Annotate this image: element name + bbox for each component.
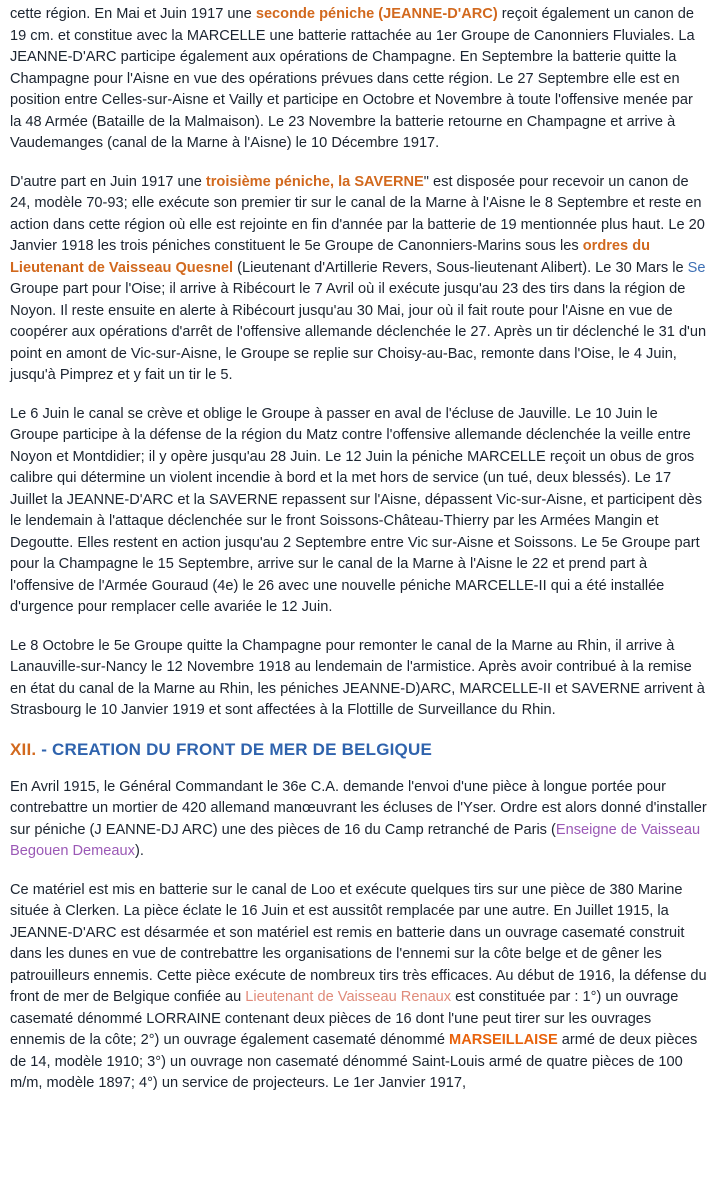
- highlight-groupe-ordinal: Se: [687, 259, 706, 276]
- highlight-quesnel: ordres du Lieutenant de Vaisseau Quesnel: [10, 238, 651, 276]
- text-run: En Avril 1915, le Général Commandant le 36e C.A. demande l'envoi d'une pièce à longue portée pour contrebattre un mortier de 420 allemand manœuvrant les écluses de l'Yser. Ordre est alors donné d'installer sur péniche (J EANNE-DJ ARC) une des pièces de 16 du Camp retranché de Paris (: [10, 778, 707, 838]
- text-run: armé de deux pièces de 14, modèle 1910; 3°) un ouvrage non casematé dénommé Saint-Louis armé de quatre pièces de 100 m/m, modèle 1897; 4°) un service de projecteurs. Le 1er Janvier 1917,: [10, 1032, 698, 1091]
- paragraph-yser: [10, 777, 708, 863]
- section-title-text: CREATION DU FRONT DE MER DE BELGIQUE: [52, 739, 432, 759]
- section-heading: [10, 739, 708, 761]
- text-run: cette région. En Mai et Juin 1917 une: [10, 6, 256, 22]
- text-run: ).: [134, 843, 144, 859]
- text-run: reçoit également un canon de 19 cm. et constitue avec la MARCELLE une batterie rattachée au 1er Groupe de Canonniers Fluviales. La JEANNE-D'ARC participe également aux opérations de Champagne. En Septembre la batterie quitte la Champagne pour l'Aisne en vue des opérations prévues dans cette région. Le 27 Septembre elle est en position entre Celles-sur-Aisne et Vailly et participe en Octobre et Novembre à toute l'offensive menée par la 48 Armée (Bataille de la Malmaison). Le 23 Novembre la batterie retourne en Champagne et arrive à Vaudemanges (canal de la Marne à l'Aisne) le 10 Décembre 1917.: [10, 6, 695, 151]
- paragraph-loo: [10, 880, 708, 1095]
- highlight-saverne: troisième péniche, la SAVERNE: [205, 173, 424, 190]
- text-run: Groupe part pour l'Oise; il arrive à Ribécourt le 7 Avril où il exécute jusqu'au 23 des tirs dans la région de Noyon. Il reste ensuite en alerte à Ribécourt jusqu'au 30 Mai, jour où il fait route pour l'Aisne en vue de coopérer aux opérations d'arrêt de l'offensive allemande déclenchée le 27. Après un tir déclenché le 31 d'un point en amont de Vic-sur-Aisne, le Groupe se replie sur Choisy-au-Bac, remonte dans l'Oise, le 4 Juin, jusqu'à Pimprez et y fait un tir le 5.: [10, 281, 707, 383]
- text-run: Le 8 Octobre le 5e Groupe quitte la Champagne pour remonter le canal de la Marne au Rhin, il arrive à Lanauville-sur-Nancy le 12 Novembre 1918 au lendemain de l'armistice. Après avoir contribué à la remise en état du canal de la Marne au Rhin, les péniches JEANNE-D)ARC, MARCELLE-II et SAVERNE arrivent à Strasbourg le 10 Janvier 1919 et sont affectées à la Flottille de Surveillance du Rhin.: [10, 637, 705, 718]
- text-run: est constituée par : 1°) un ouvrage casematé dénommé LORRAINE contenant deux pièces de 16 dont l'une peut tirer sur les ouvrages ennemis de la côte; 2°) un ouvrage également casematé dénommé: [10, 989, 679, 1048]
- text-run: " est disposée pour recevoir un canon de 24, modèle 70-93; elle exécute son premier tir sur le canal de la Marne à l'Aisne le 8 Septembre et reste en action dans cette région où elle est rejointe en fin d'année par la batterie de 19 mentionnée plus haut. Le 20 Janvier 1918 les trois péniches constituent le 5e Groupe de Canonniers-Marins sous les: [10, 173, 705, 254]
- section-number: XII.: [10, 739, 37, 759]
- text-run: Ce matériel est mis en batterie sur le canal de Loo et exécute quelques tirs sur une pièce de 380 Marine située à Clerken. La pièce éclate le 16 Juin et est aussitôt remplacée par une autre. En Juillet 1915, la JEANNE-D'ARC est désarmée et son matériel est remis en batterie dans un ouvrage casematé construit dans les dunes en vue de contrebattre les organisations de l'ennemi sur la côte belge et de gêner les patrouilleurs ennemis. Cette pièce exécute de nombreux tirs très efficaces. Au début de 1916, la défense du front de mer de Belgique confiée au: [10, 881, 707, 1005]
- section-separator: -: [36, 739, 53, 759]
- highlight-jeanne-darc: seconde péniche (JEANNE-D'ARC): [255, 6, 498, 22]
- paragraph-matz: [10, 404, 708, 619]
- paragraph-saverne: [10, 172, 708, 387]
- highlight-begouen-demeaux: Enseigne de Vaisseau Begouen Demeaux: [10, 821, 701, 859]
- highlight-renaux: Lieutenant de Vaisseau Renaux: [245, 989, 452, 1005]
- text-run: (Lieutenant d'Artillerie Revers, Sous-lieutenant Alibert). Le 30 Mars le: [233, 259, 688, 276]
- text-run: D'autre part en Juin 1917 une: [10, 173, 206, 190]
- text-run: Le 6 Juin le canal se crève et oblige le Groupe à passer en aval de l'écluse de Jauville. Le 10 Juin le Groupe participe à la défense de la région du Matz contre l'offensive allemande déclenchée la veille entre Noyon et Montdidier; il y opère jusqu'au 28 Juin. Le 12 Juin la péniche MARCELLE reçoit un obus de gros calibre qui détermine un violent incendie à bord et la met hors de service (un tué, deux blessés). Le 17 Juillet la JEANNE-D'ARC et la SAVERNE repassent sur l'Aisne, dépassent Vic-sur-Aisne, et participent dès le lendemain à l'attaque déclenchée sur le front Soissons-Château-Thierry par les Armées Mangin et Degoutte. Elles restent en action jusqu'au 2 Septembre entre Vic sur-Aisne et Soissons. Le 5e Groupe part pour la Champagne le 15 Septembre, arrive sur le canal de la Marne à l'Aisne le 22 et prend part à l'offensive de l'Armée Gouraud (4e) le 26 avec une nouvelle péniche MARCELLE-II qui a été installée d'urgence pour remplacer celle avariée le 12 Juin.: [10, 405, 703, 615]
- highlight-marseillaise: MARSEILLAISE: [449, 1032, 558, 1048]
- paragraph-strasbourg: [10, 636, 708, 722]
- paragraph-jeanne-darc: [10, 4, 708, 155]
